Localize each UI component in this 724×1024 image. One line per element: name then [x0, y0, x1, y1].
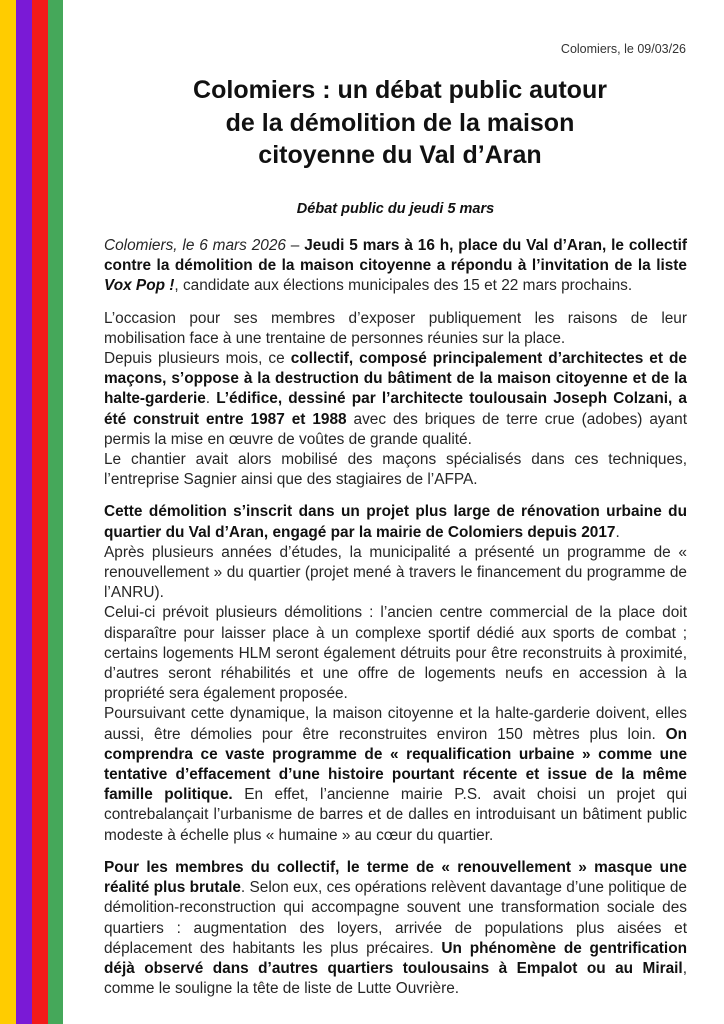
text-run: Depuis plusieurs mois, ce	[104, 350, 291, 368]
paragraph-chantier: Le chantier avait alors mobilisé des maçons spécialisés dans ces techniques, l’entreprise Sagnier ainsi que des stagiaires de l’AFPA.	[104, 451, 687, 489]
bold-run: On comprendra ce vaste programme de « requalification urbaine » comme une tentative d’effacement d’une histoire pourtant récente et issue de la même famille politique.	[104, 725, 687, 804]
dateline: Colomiers, le 6 mars 2026	[104, 237, 286, 254]
text-run: Poursuivant cette dynamique, la maison citoyenne et la halte-garderie doivent, elles aussi, être démolies pour être reconstruites environ 150 mètres plus loin.	[104, 705, 687, 743]
stripe-yellow	[0, 0, 16, 1024]
color-stripes	[0, 0, 63, 1024]
document-date: Colomiers, le 09/03/26	[560, 42, 686, 56]
article-body	[104, 236, 687, 999]
paragraph-programme: Après plusieurs années d’études, la municipalité a présenté un programme de « renouvellement » du quartier (projet mené à travers le financement du programme de l’ANRU).	[104, 543, 687, 602]
title-line-2: de la démolition de la maison	[225, 108, 575, 137]
title-line-1: Colomiers : un débat public autour	[193, 76, 607, 104]
text-run: .	[205, 390, 217, 408]
text-run: avec des briques de terre crue (adobes) ayant permis la mise en œuvre de voûtes de grande qualité.	[104, 410, 687, 448]
text-run: En effet, l’ancienne mairie P.S. avait choisi un projet qui contrebalançait l’urbanisme de barres et de dalles en introduisant un bâtiment public modeste à échelle plus « humaine » au cœur du quartier.	[104, 786, 688, 844]
dash: –	[285, 237, 305, 254]
title-line-3: citoyenne du Val d’Aran	[258, 141, 542, 169]
stripe-green	[48, 0, 63, 1024]
paragraph-dynamique	[104, 704, 687, 845]
intro-bold: Jeudi 5 mars à 16 h, place du Val d’Aran, le collectif contre la démolition de la maison citoyenne a répondu à l’invitation de la liste	[104, 237, 687, 275]
bold-run: collectif, composé principalement d’architectes et de maçons, s’oppose à la destruction du bâtiment de la maison citoyenne et de la halte-garderie	[104, 350, 687, 408]
bold-run: Un phénomène de gentrification déjà observé dans d’autres quartiers toulousains à Empalot ou au Mirail	[104, 939, 688, 977]
text-run: , comme le souligne la tête de liste de Lutte Ouvrière.	[104, 959, 687, 998]
bold-run: Cette démolition s’inscrit dans un projet plus large de rénovation urbaine du quartier du Val d’Aran, engagé par la mairie de Colomiers depuis 2017	[104, 503, 687, 541]
text-run: . Selon eux, ces opérations relèvent davantage d’une politique de démolition-reconstruction qui accompagne souvent une transformation sociale des quartiers : augmentation des loyers, arrivée de populations plus aisées et déplacement des habitants les plus précaires.	[104, 879, 687, 957]
bold-run: L’édifice, dessiné par l’architecte toulousain Joseph Colzani, a été construit entre 1987 et 1988	[104, 390, 687, 428]
paragraph-collectif	[104, 349, 687, 450]
paragraph-renovation	[104, 502, 687, 542]
intro-rest: , candidate aux élections municipales des 15 et 22 mars prochains.	[174, 277, 633, 295]
paragraph-occasion: L’occasion pour ses membres d’exposer publiquement les raisons de leur mobilisation face à une trentaine de personnes réunies sur la place.	[104, 309, 687, 347]
paragraph-intro	[104, 236, 687, 297]
paragraph-demolitions: Celui-ci prévoit plusieurs démolitions : l’ancien centre commercial de la place doit disparaître pour laisser place à un complexe sportif dédié aux sports de combat ; certains logements HLM seront également détruits pour être reconstruits à proximité, d’autres seront réhabilités et une offre de logements neufs en accession à la propriété sera également proposée.	[104, 604, 687, 703]
stripe-red	[32, 0, 48, 1024]
subtitle: Débat public du jeudi 5 mars	[296, 201, 495, 217]
page-title	[110, 74, 690, 172]
list-name: Vox Pop !	[104, 277, 175, 295]
paragraph-gentrification	[104, 858, 687, 999]
stripe-purple	[16, 0, 32, 1024]
bold-run: Pour les membres du collectif, le terme de « renouvellement » masque une réalité plus brutale	[104, 858, 687, 897]
text-run: .	[615, 523, 620, 541]
